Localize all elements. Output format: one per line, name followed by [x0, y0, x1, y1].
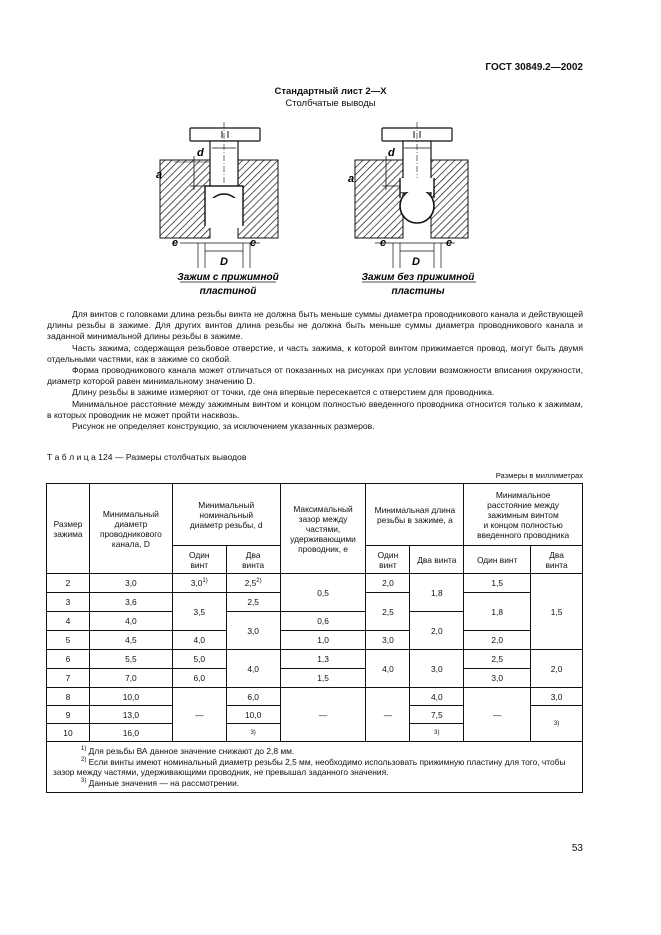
subheader-one-screw: Один винт	[172, 546, 226, 574]
header-min-channel: Минимальный диаметр проводникового канала, D	[89, 484, 172, 574]
left-clamp-drawing	[156, 122, 278, 268]
label-d-right: d	[388, 147, 395, 159]
table-row: 5 4,5 4,0 1,0 3,0 2,0	[47, 631, 583, 650]
table-notes-row	[47, 742, 583, 793]
header-min-thread-length: Минимальная длина резьбы в зажиме, a	[366, 484, 464, 546]
header-max-gap: Максимальный зазор между частями, удерживающими проводник, e	[280, 484, 366, 574]
table-row: 2 3,0 3,0$^{1)}$ 2,5$^{2)}$ 0,5 2,0 1,8 1,5 1,5	[47, 574, 583, 593]
sheet-subtitle: Столбчатые выводы	[285, 98, 376, 109]
sheet-title: Стандартный лист 2—X	[274, 86, 387, 97]
table-row: 3 3,6 3,5 2,5 2,5 1,8	[47, 593, 583, 612]
table-caption-prefix: Т а б л и ц а 124	[47, 452, 113, 462]
label-e-right-1: e	[380, 237, 387, 249]
label-D-right: D	[412, 256, 420, 268]
note-3: Данные значения — на рассмотрении.	[86, 777, 240, 788]
caption-left-line1: Зажим с прижимной	[177, 272, 279, 283]
subheader-two-screws: Два винта	[226, 546, 280, 574]
subheader-two-screws: Два винта	[410, 546, 464, 574]
label-e-left-2: e	[250, 237, 257, 249]
terminal-drawing	[150, 118, 480, 303]
table-row: 10 16,0 3) 3)	[47, 724, 583, 742]
body-text	[47, 309, 583, 432]
table-caption	[47, 452, 246, 462]
subheader-one-screw: Один винт	[366, 546, 410, 574]
table-row: 9 13,0 10,0 7,5 3)	[47, 706, 583, 724]
table-row: 6 5,5 5,0 4,0 1,3 4,0 3,0 2,5 2,0	[47, 650, 583, 669]
terminal-dimensions-table	[46, 483, 583, 793]
body-paragraph: Минимальное расстояние между зажимным винтом и концом полностью введенного проводника относится только к зажимам, в которых проводник не может пройти насквозь.	[47, 398, 583, 420]
header-min-distance: Минимальное расстояние между зажимным винтом и концом полностью введенного проводника	[464, 484, 583, 546]
page-number: 53	[571, 843, 583, 854]
body-paragraph: Рисунок не определяет конструкцию, за исключением указанных размеров.	[72, 421, 375, 432]
note-1: Для резьбы ВА данное значение снижают до 2,8 мм.	[86, 746, 295, 756]
cell-with-note: 3,0$^{1)}$	[172, 574, 226, 593]
table-caption-text: — Размеры столбчатых выводов	[112, 452, 247, 462]
table-units: Размеры в миллиметрах	[495, 471, 583, 480]
document-code: ГОСТ 30849.2—2002	[485, 62, 583, 73]
caption-left-line2: пластиной	[199, 286, 257, 297]
table-row: 8 10,0 — 6,0 — — 4,0 — 3,0	[47, 688, 583, 706]
label-e-left-1: e	[172, 237, 179, 249]
body-paragraph: Форма проводникового канала может отличаться от показанных на рисунках при условии возможности вписания окружности, диаметр которой равен минимальному значению D.	[47, 365, 583, 387]
note-2: Если винты имеют номинальный диаметр резьбы 2,5 мм, необходимо использовать прижимную пластину для того, чтобы зазор между частями, удерживающими проводник, не превышал заданного значения.	[53, 756, 566, 777]
label-d-left: d	[197, 147, 204, 159]
header-size: Размер зажима	[47, 484, 90, 574]
caption-right-line2: пластины	[391, 286, 445, 297]
caption-right-line1: Зажим без прижимной	[361, 272, 475, 283]
body-paragraph: Часть зажима, содержащая резьбовое отверстие, и часть зажима, к которой винтом прижимается провод, могут быть двумя отдельными частями, как в зажиме со скобой.	[47, 342, 583, 364]
right-clamp-drawing	[348, 122, 468, 268]
table-row: 4 4,0 3,0 0,6 2,0	[47, 612, 583, 631]
table-row: 7 7,0 6,0 1,5 3,0	[47, 669, 583, 688]
label-a-left: a	[156, 169, 163, 181]
subheader-one-screw: Один винт	[464, 546, 531, 574]
label-a-right: a	[348, 173, 355, 185]
body-paragraph: Длину резьбы в зажиме измеряют от точки, где она впервые пересекается с отверстием для проводника.	[72, 387, 495, 398]
header-min-thread: Минимальный номинальный диаметр резьбы, d	[172, 484, 280, 546]
body-paragraph: Для винтов с головками длина резьбы винта не должна быть меньше суммы диаметра проводникового канала и действующей длины резьбы в зажиме. Для других винтов длина резьбы не должна быть меньше суммы диаметра проводникового канала и заданной минимальной длины резьбы в зажиме.	[47, 309, 583, 342]
label-e-right-2: e	[446, 237, 453, 249]
label-D-left: D	[220, 256, 228, 268]
subheader-two-screws: Два винта	[531, 546, 583, 574]
cell-with-note: 2,5$^{2)}$	[226, 574, 280, 593]
table-notes: $^{1)}$ Для резьбы ВА данное значение снижают до 2,8 мм. $^{2)}$ Если винты имеют номинальный диаметр резьбы 2,5 мм, необходимо использовать прижимную пластину для того, чтобы зазор между частями, удерживающими проводник, не превышал заданного значения. $^{3)}$ Данные значения — на рассмотрении.	[47, 742, 583, 793]
